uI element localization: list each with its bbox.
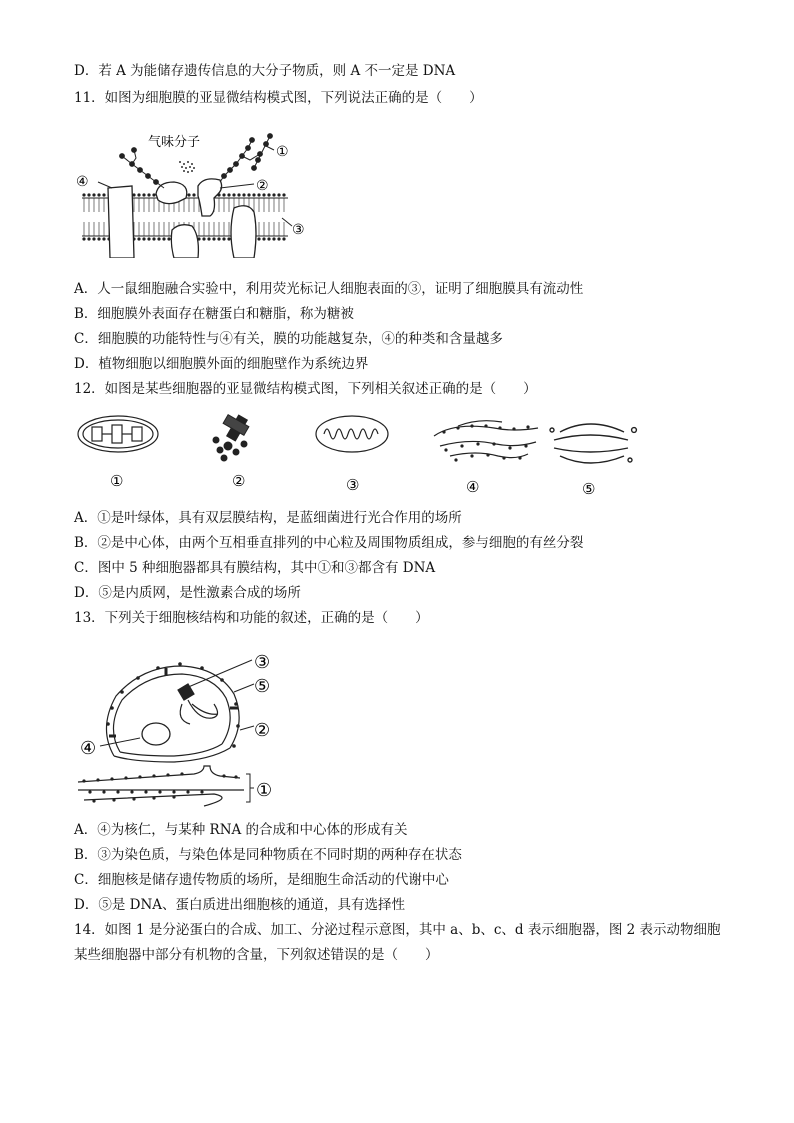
centrosome-organelle: [213, 415, 249, 461]
q14-stem-line1: 14．如图 1 是分泌蛋白的合成、加工、分泌过程示意图，其中 a、b、c、d 表示细胞器，图 2 表示动物细胞: [74, 922, 721, 938]
phospholipid-head: [247, 193, 250, 196]
q12-option-d: D．⑤是内质网，是性激素合成的场所: [74, 585, 301, 601]
phospholipid-head: [82, 193, 85, 196]
phospholipid-head: [277, 237, 280, 240]
phospholipid-head: [282, 193, 285, 196]
phospholipid-head: [282, 237, 285, 240]
phospholipid-head: [137, 237, 140, 240]
phospholipid-head: [97, 237, 100, 240]
nuclear-envelope: [106, 666, 239, 762]
phospholipid-head: [207, 237, 210, 240]
q10-option-d: D．若 A 为能储存遗传信息的大分子物质，则 A 不一定是 DNA: [74, 63, 456, 79]
phospholipid-head: [142, 237, 145, 240]
q12-option-a: A．①是叶绿体，具有双层膜结构，是蓝细菌进行光合作用的场所: [74, 510, 462, 526]
phospholipid-head: [147, 237, 150, 240]
q13-option-c: C．细胞核是储存遗传物质的场所，是细胞生命活动的代谢中心: [74, 872, 449, 888]
q11-stem: 11．如图为细胞膜的亚显微结构模式图，下列说法正确的是（ ）: [74, 90, 483, 106]
chloroplast-organelle: [78, 416, 158, 452]
endoplasmic-reticulum: [78, 766, 244, 806]
protein-lower-right: [231, 206, 256, 258]
nucleus-label-3: ③: [254, 652, 271, 673]
phospholipid-head: [242, 193, 245, 196]
phospholipid-head: [192, 193, 195, 196]
organelles-figure: [74, 406, 654, 498]
q11-option-c: C．细胞膜的功能特性与④有关，膜的功能越复杂，④的种类和含量越多: [74, 331, 503, 347]
phospholipid-head: [92, 193, 95, 196]
protein-receptor-right: [198, 179, 222, 216]
phospholipid-head: [97, 193, 100, 196]
phospholipid-head: [227, 237, 230, 240]
label-3: ③: [292, 222, 305, 238]
phospholipid-head: [92, 237, 95, 240]
organelle-label-3: ③: [346, 476, 360, 494]
label-1: ①: [276, 144, 289, 160]
phospholipid-head: [232, 193, 235, 196]
phospholipid-head: [262, 237, 265, 240]
phospholipid-head: [187, 193, 190, 196]
phospholipid-head: [257, 237, 260, 240]
q12-option-c: C．图中 5 种细胞器都具有膜结构，其中①和③都含有 DNA: [74, 560, 436, 576]
q11-option-b: B．细胞膜外表面存在糖蛋白和糖脂，称为糖被: [74, 306, 354, 322]
golgi-organelle: [550, 424, 636, 463]
phospholipid-head: [202, 237, 205, 240]
q14-stem-line2: 某些细胞器中部分有机物的含量，下列叙述错误的是（ ）: [74, 947, 439, 963]
phospholipid-head: [167, 237, 170, 240]
phospholipid-head: [137, 193, 140, 196]
phospholipid-head: [212, 237, 215, 240]
organelle-label-1: ①: [110, 472, 124, 490]
smell-molecules: [179, 161, 195, 173]
phospholipid-head: [147, 193, 150, 196]
phospholipid-head: [272, 237, 275, 240]
phospholipid-head: [152, 237, 155, 240]
q13-stem: 13．下列关于细胞核结构和功能的叙述，正确的是（ ）: [74, 610, 429, 626]
smell-molecule-label: 气味分子: [148, 135, 201, 150]
membrane-protein-4: [108, 186, 134, 258]
phospholipid-head: [227, 193, 230, 196]
phospholipid-head: [222, 237, 225, 240]
phospholipid-head: [277, 193, 280, 196]
phospholipid-head: [82, 237, 85, 240]
organelle-label-5: ⑤: [582, 480, 596, 498]
phospholipid-head: [217, 237, 220, 240]
phospholipid-head: [222, 193, 225, 196]
phospholipid-head: [142, 193, 145, 196]
nucleolus: [142, 723, 170, 745]
phospholipid-head: [267, 237, 270, 240]
phospholipid-head: [102, 193, 105, 196]
nucleus-label-5: ⑤: [254, 676, 271, 697]
q11-option-a: A．人一鼠细胞融合实验中，利用荧光标记人细胞表面的③，证明了细胞膜具有流动性: [74, 281, 584, 297]
phospholipid-head: [87, 193, 90, 196]
cell-membrane-figure: [74, 126, 314, 258]
q12-stem: 12．如图是某些细胞器的亚显微结构模式图，下列相关叙述正确的是（ ）: [74, 381, 537, 397]
chromatin: [178, 684, 218, 724]
mitochondrion-organelle: [316, 416, 388, 452]
nucleus-label-1: ①: [256, 780, 273, 801]
nucleus-figure: [74, 648, 284, 808]
q12-option-b: B．②是中心体，由两个互相垂直排列的中心粒及周围物质组成，参与细胞的有丝分裂: [74, 535, 584, 551]
q13-option-a: A．④为核仁，与某种 RNA 的合成和中心体的形成有关: [74, 822, 408, 838]
q13-option-d: D．⑤是 DNA、蛋白质进出细胞核的通道，具有选择性: [74, 897, 405, 913]
label-4: ④: [76, 174, 89, 190]
phospholipid-head: [87, 237, 90, 240]
nucleus-label-4: ④: [80, 738, 97, 759]
phospholipid-head: [102, 237, 105, 240]
phospholipid-head: [157, 237, 160, 240]
phospholipid-head: [162, 237, 165, 240]
q13-option-b: B．③为染色质，与染色体是同种物质在不同时期的两种存在状态: [74, 847, 462, 863]
protein-lower-middle: [171, 225, 198, 258]
q11-option-d: D．植物细胞以细胞膜外面的细胞壁作为系统边界: [74, 356, 369, 372]
organelle-label-2: ②: [232, 472, 246, 490]
phospholipid-head: [237, 193, 240, 196]
label-2: ②: [256, 178, 269, 194]
nucleus-label-2: ②: [254, 720, 271, 741]
phospholipid-head: [272, 193, 275, 196]
organelle-label-4: ④: [466, 478, 480, 496]
phospholipid-head: [152, 193, 155, 196]
